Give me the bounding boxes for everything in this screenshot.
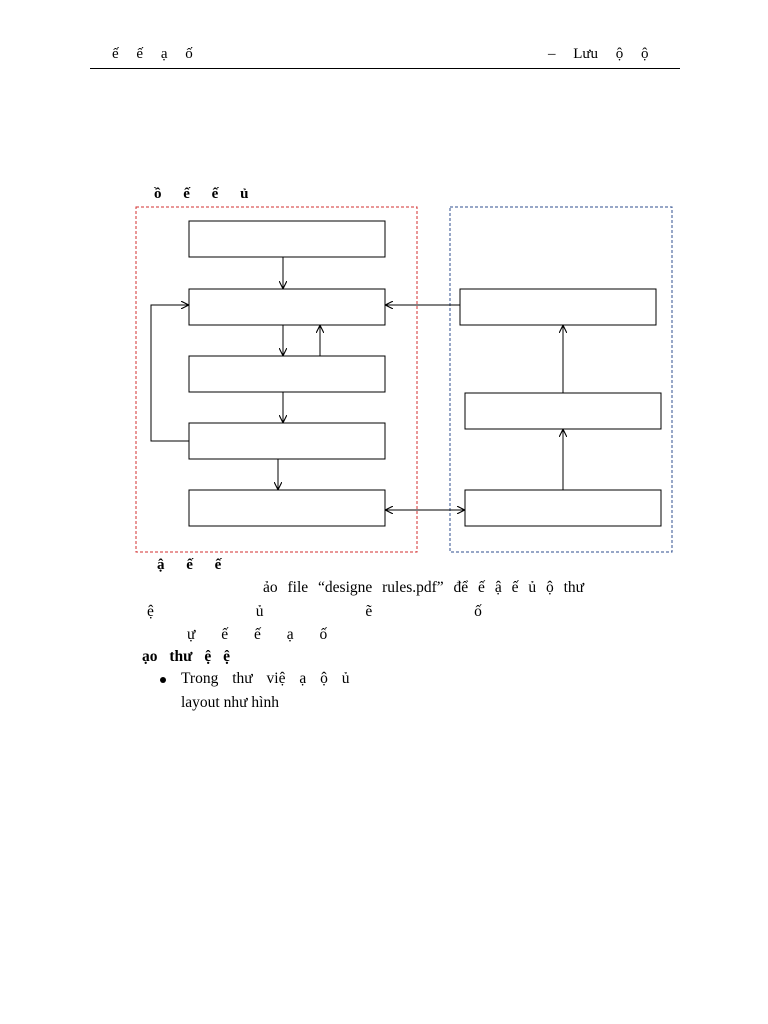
left-box-1 bbox=[189, 221, 385, 257]
left-box-2 bbox=[189, 289, 385, 325]
page-header-left: ế ế ạ ố bbox=[112, 46, 193, 62]
paragraph-line-3: ự ế ế ạ ố bbox=[187, 626, 328, 643]
left-box-4 bbox=[189, 423, 385, 459]
page-header-right: – Lưu ộ ộ bbox=[548, 46, 649, 62]
bullet-line-1: Trong thư việ ạ ộ ủ bbox=[181, 670, 350, 687]
figure-caption-above: ồ ế ế ủ bbox=[154, 186, 249, 202]
paragraph-line-1: ảo file “designe rules.pdf” để ế ậ ế ủ ộ thư bbox=[263, 579, 585, 596]
bullet-marker bbox=[160, 677, 166, 683]
right-box-bottom bbox=[465, 490, 661, 526]
left-box-3 bbox=[189, 356, 385, 392]
paragraph-line-2: ệ ủ ẽ ố bbox=[147, 603, 482, 620]
feedback-loop-arrow bbox=[151, 305, 189, 441]
bullet-line-2: layout như hình bbox=[181, 694, 279, 711]
figure-caption-below: ậ ế ế bbox=[157, 557, 222, 573]
right-box-middle bbox=[465, 393, 661, 429]
right-box-top bbox=[460, 289, 656, 325]
section-heading: ạo thư ệ ệ bbox=[142, 648, 230, 665]
left-box-5 bbox=[189, 490, 385, 526]
